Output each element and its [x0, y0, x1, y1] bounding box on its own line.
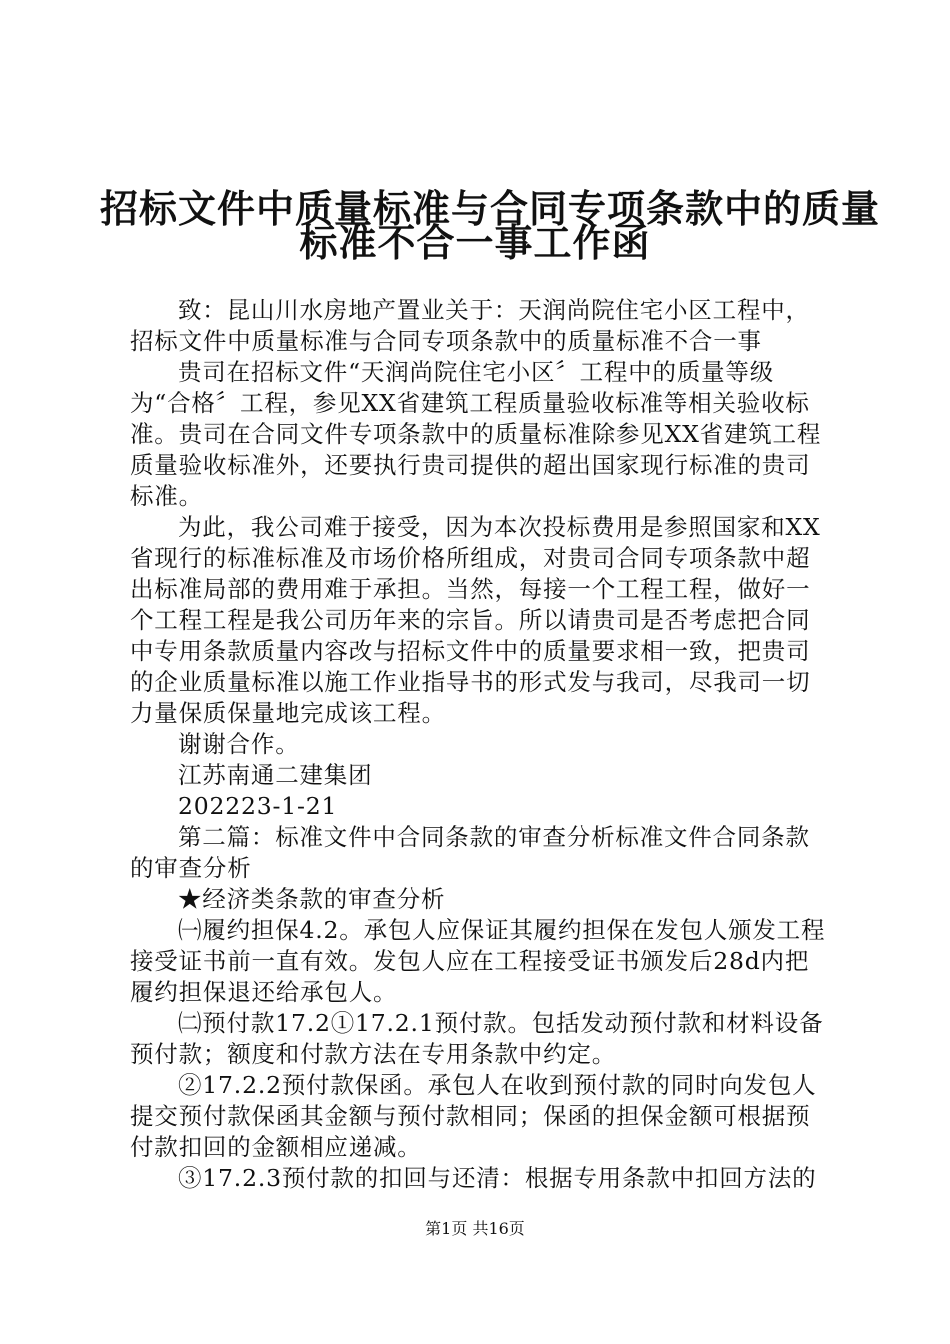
paragraph-advance-guarantee: ②17.2.2预付款保函。承包人在收到预付款的同时向发包人提交预付款保函其金额与预付款相同；保函的担保金额可根据预付款扣回的金额相应递减。	[130, 1071, 817, 1161]
paragraph-signature: 江苏南通二建集团	[178, 761, 373, 789]
paragraph-date: 202223-1-21	[178, 792, 338, 820]
paragraph-performance-bond: ㈠履约担保4.2。承包人应保证其履约担保在发包人颁发工程接受证书前一直有效。发包人应在工程接受证书颁发后28d内把履约担保退还给承包人。	[130, 916, 826, 1006]
paragraph-thanks: 谢谢合作。	[178, 730, 300, 758]
paragraph-quality-grade: 贵司在招标文件“天润尚院住宅小区〞工程中的质量等级为“合格〞工程，参见XX省建筑工程质量验收标准等相关验收标准。贵司在合同文件专项条款中的质量标准除参见XX省建筑工程质量验收标准外，还要执行贵司提供的超出国家现行标准的贵司标准。	[130, 358, 822, 510]
paragraph-advance-payment: ㈡预付款17.2①17.2.1预付款。包括发动预付款和材料设备预付款；额度和付款方法在专用条款中约定。	[130, 1009, 824, 1068]
paragraph-request: 为此，我公司难于接受，因为本次投标费用是参照国家和XX省现行的标准标准及市场价格所组成，对贵司合同专项条款中超出标准局部的费用难于承担。当然，每接一个工程工程，做好一个工程工程是我公司历年来的宗旨。所以请贵司是否考虑把合同中专用条款质量内容改与招标文件中的质量要求相一致，把贵司的企业质量标准以施工作业指导书的形式发与我司，尽我司一切力量保质保量地完成该工程。	[130, 513, 821, 727]
paragraph-section-two-heading: 第二篇：标准文件中合同条款的审查分析标准文件合同条款的审查分析	[130, 823, 810, 882]
paragraph-address: 致：昆山川水房地产置业关于：天润尚院住宅小区工程中，招标文件中质量标准与合同专项条款中的质量标准不合一事	[130, 296, 810, 355]
document-title-line-1: 招标文件中质量标准与合同专项条款中的质量	[100, 186, 881, 231]
paragraph-advance-repayment: ③17.2.3预付款的扣回与还清：根据专用条款中扣回方法的	[178, 1164, 817, 1192]
paragraph-economic-clauses: ★经济类条款的审查分析	[178, 885, 446, 913]
document-body	[130, 295, 832, 1194]
document-title-line-2: 标准不合一事工作函	[299, 220, 651, 265]
page-number-footer: 第1页 共16页	[425, 1219, 525, 1238]
